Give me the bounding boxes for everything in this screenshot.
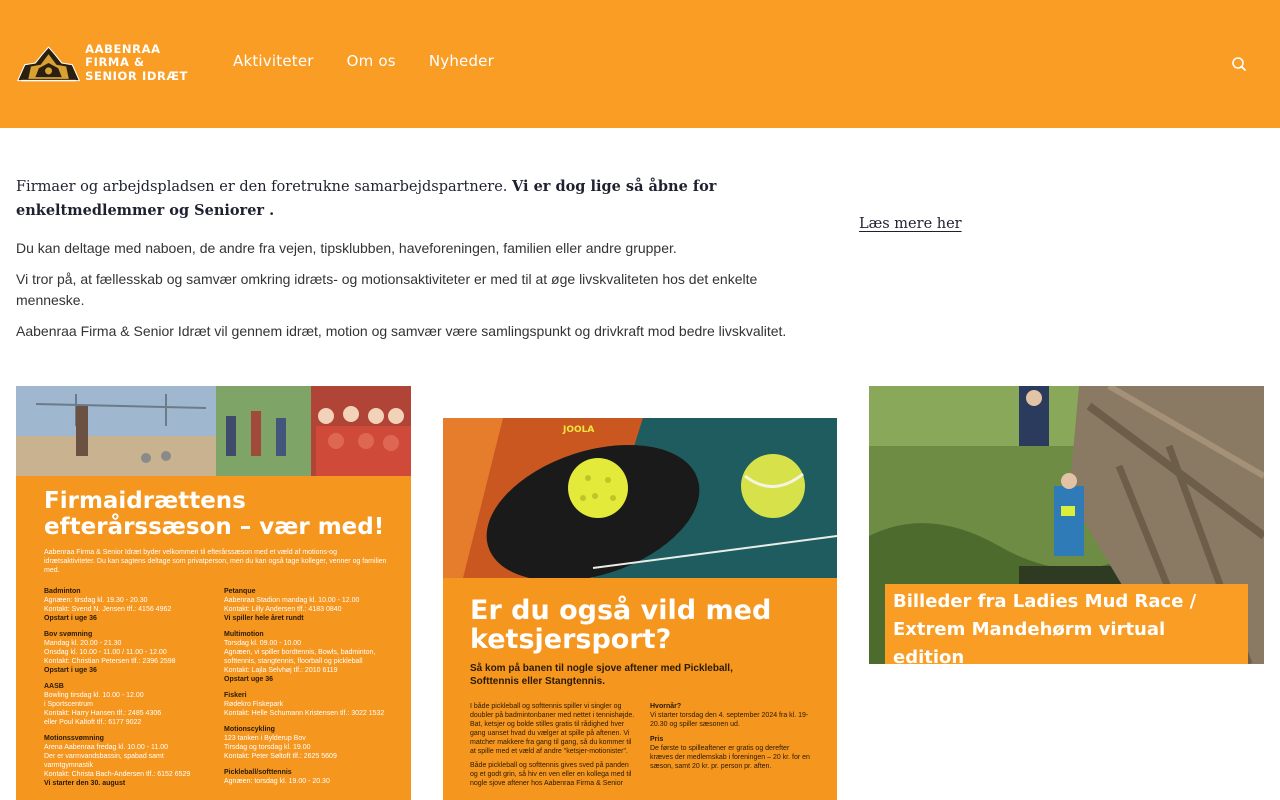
intro-lead [16, 175, 806, 223]
site-header [0, 0, 1280, 128]
poster-block-heading: Petanque [224, 588, 256, 595]
intro-lead-text: Firmaer og arbejdspladsen er den foretrukne samarbejdspartnere. [16, 179, 513, 195]
nav-item-aktiviteter[interactable]: Aktiviteter [233, 52, 314, 70]
poster-block [224, 587, 389, 623]
poster-line: 123 tanken i Bylderup Bov [224, 735, 306, 742]
poster-line: eller Poul Kaltoft tlf.: 6177 9022 [44, 719, 142, 726]
poster-line: Kontakt: Lilly Andersen tlf.: 4183 0840 [224, 606, 342, 613]
poster-line: Aabenraa Stadion mandag kl. 10.00 - 12.00 [224, 597, 360, 604]
site-logo[interactable] [16, 40, 188, 86]
poster-block [224, 691, 389, 718]
poster-block-heading: Pickleball/softtennis [224, 769, 292, 776]
poster-line: Agnæen, vi spiller bordtennis, Bowls, badminton, [224, 649, 376, 656]
poster-right-column [224, 587, 389, 788]
poster-line: Kontakt: Helle Schumann Kristensen tlf.: 3022 1532 [224, 710, 385, 717]
poster-racket-photo [443, 418, 837, 578]
poster-text: De første to spilleaftener er gratis og derefter kræves der medlemskab i foreningen – 20 kr. for en sæson, samt 20 kr. pr. person pr. aften. [650, 745, 810, 770]
poster-line: Der er varmvandsbassin, spabad samt varmtgymnastik [44, 753, 164, 769]
poster-block [44, 682, 214, 727]
poster-columns [44, 587, 389, 788]
nav-item-nyheder[interactable]: Nyheder [428, 52, 494, 70]
poster-title: Er du også vild med ketsjersport? [470, 595, 772, 655]
poster-line: Kontakt: Christian Petersen tlf.: 2396 2598 [44, 658, 176, 665]
logo-text [85, 43, 188, 84]
logo-line: SENIOR IDRÆT [85, 68, 188, 83]
poster-left-column [470, 702, 638, 788]
poster-columns [470, 702, 815, 788]
card-mud-race[interactable] [869, 386, 1264, 664]
poster-line: Kontakt: Harry Hansen tlf.: 2485 4306 [44, 710, 162, 717]
logo-line: AABENRAA [85, 41, 161, 56]
poster-text: Vi starter torsdag den 4. september 2024 fra kl. 19-20.30 og spiller sæsonen ud. [650, 712, 809, 728]
poster-photo-collage [16, 386, 411, 476]
poster-line: Opstart i uge 36 [44, 667, 97, 674]
poster-right-column [650, 702, 810, 788]
poster-line: Vi spiller hele året rundt [224, 615, 304, 622]
poster-block-heading: AASB [44, 683, 64, 690]
card-racket-sport[interactable] [443, 418, 837, 800]
poster-block [44, 587, 214, 623]
poster-intro: Aabenraa Firma & Senior Idræt byder velkommen til efterårssæson med et væld af motions-og idrætsaktiviteter. Du kan sagtens deltage som privatperson, men du kan også tage kolleger, venner og familien med. [44, 549, 387, 574]
intro-paragraph: Du kan deltage med naboen, de andre fra vejen, tipsklubben, haveforeningen, familien eller andre grupper. [16, 240, 677, 256]
intro-lead-bold: Vi er dog lige så åbne for enkeltmedlemmer og Seniorer . [16, 178, 717, 219]
search-icon [1229, 54, 1249, 74]
poster-text: I både pickleball og softtennis spiller vi singler og doubler på badmintonbaner med nettet i tennishøjde. Bat, ketsjer og bolde stilles gratis til rådighed hver gang uanset hvad du vælger at spille på aftenen. Vi matcher makkere fra gang til gang, så du kommer til at spille med et væld af andre "ketsjer-motionister". [470, 703, 635, 755]
poster-block-heading: Motionssvømning [44, 735, 104, 742]
poster-subtitle: Så kom på banen til nogle sjove aftener med Pickleball, Softtennis eller Stangtennis. [470, 663, 733, 687]
poster-line: Kontakt: Christa Bach-Andersen tlf.: 6152 6529 [44, 771, 191, 778]
poster-content [44, 488, 389, 788]
logo-shield-icon [16, 41, 81, 85]
poster-line: Vi starter den 30. august [44, 780, 126, 787]
poster-line: Bowling tirsdag kl. 10.00 - 12.00 [44, 692, 144, 699]
poster-line: Opstart uge 36 [224, 676, 274, 683]
poster-line: Kontakt: Lajla Selvhøj tlf.: 2010 6119 [224, 667, 338, 674]
poster-block [224, 725, 389, 761]
poster-line: Agnæen: tirsdag kl. 19.30 - 20.30 [44, 597, 148, 604]
intro-paragraph: Vi tror på, at fællesskab og samvær omkring idræts- og motionsaktiviteter er med til at øge livskvaliteten hos det enkelte menneske. [16, 271, 758, 308]
main-nav [233, 52, 494, 70]
poster-text: Både pickleball og softtennis gives sved på panden og et godt grin, så hiv en ven eller en kollega med til nogle sjove aftener hos Aabenraa Firma & Senior [470, 762, 632, 787]
poster-line: Tirsdag og torsdag kl. 19.00 [224, 744, 311, 751]
poster-left-column [44, 587, 214, 788]
svg-text:JOOLA: JOOLA [563, 425, 595, 435]
poster-block-heading: Motionscykling [224, 726, 275, 733]
poster-line: Kontakt: Peter Søltoft tlf.: 2625 5609 [224, 753, 337, 760]
poster-block-heading: Bov svømning [44, 631, 93, 638]
poster-line: Opstart i uge 36 [44, 615, 97, 622]
poster-heading: Hvornår? [650, 703, 682, 710]
intro-paragraph: Aabenraa Firma & Senior Idræt vil gennem idræt, motion og samvær være samlingspunkt og drivkraft mod bedre livskvalitet. [16, 323, 787, 339]
read-more-link[interactable]: Læs mere her [859, 216, 962, 232]
poster-block [44, 630, 214, 675]
poster-line: Agnæen: torsdag kl. 19.00 - 20.30 [224, 778, 330, 785]
poster-line: Arena Aabenraa fredag kl. 10.00 - 11.00 [44, 744, 169, 751]
logo-line: FIRMA & [85, 55, 145, 70]
poster-title: Firmaidrættens efterårssæson – vær med! [44, 488, 385, 540]
poster-line: Mandag kl. 20.00 - 21.30 [44, 640, 122, 647]
nav-item-om-os[interactable]: Om os [346, 52, 396, 70]
poster-line: Kontakt: Svend N. Jensen tlf.: 4156 4962 [44, 606, 172, 613]
poster-line: Rødekro Fiskepark [224, 701, 284, 708]
poster-block [44, 734, 214, 788]
poster-content [470, 596, 815, 788]
intro-section [16, 175, 806, 342]
poster-block-heading: Badminton [44, 588, 81, 595]
poster-block [224, 768, 389, 786]
poster-line: Onsdag kl. 10.00 - 11.00 / 11.00 - 12.00 [44, 649, 167, 656]
poster-heading: Pris [650, 736, 664, 743]
poster-line: Torsdag kl. 09.00 - 10.00 [224, 640, 302, 647]
card-autumn-season[interactable] [16, 386, 411, 800]
poster-block [224, 630, 389, 684]
poster-line: i Sportscentrum [44, 701, 94, 708]
poster-block-heading: Multimotion [224, 631, 264, 638]
poster-line: softtennis, stangtennis, floorball og pickleball [224, 658, 363, 665]
search-button[interactable] [1229, 54, 1249, 74]
mud-race-caption: Billeder fra Ladies Mud Race / Extrem Mandehørm virtual edition [885, 584, 1248, 664]
poster-block-heading: Fiskeri [224, 692, 247, 699]
